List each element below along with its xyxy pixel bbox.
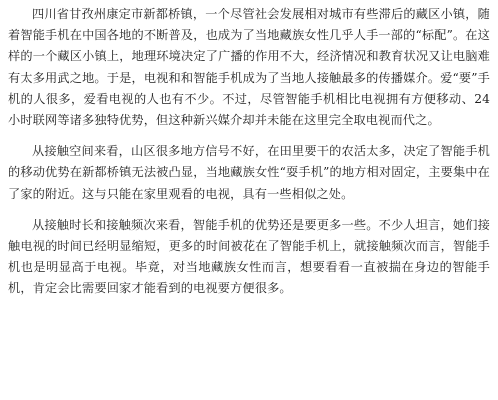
paragraph-1: 四川省甘孜州康定市新都桥镇，一个尽管社会发展相对城市有些滞后的藏区小镇，随着智能手机在中国各地的不断普及，也成为了当地藏族女性几乎人手一部的“标配”。在这样的一个藏区小镇上，地理环境决定了广播的作用不大，经济情况和教育状况又让电脑难有太多用武之地。于是，电视和和智能手机成为了当地人接触最多的传播媒介。爱“要”手机的人很多，爱看电视的人也有不少。不过，尽管智能手机相比电视拥有方便移动、24小时联网等诸多独特优势，但这种新兴媒介却并未能在这里完全取电视而代之。 xyxy=(8,7,490,128)
paragraph-3: 从接触时长和接触频次来看，智能手机的优势还是要更多一些。不少人坦言，她们接触电视的时间已经明显缩短，更多的时间被花在了智能手机上，就接触频次而言，智能手机也是明显高于电视。毕竟，对当地藏族女性而言，想要看看一直被揣在身边的智能手机，肯定会比需要回家才能看到的电视要方便很多。 xyxy=(8,217,490,296)
paragraph-2: 从接触空间来看，山区很多地方信号不好，在田里要干的农活太多，决定了智能手机的移动优势在新都桥镇无法被凸显，当地藏族女性“耍手机”的地方相对固定，主要集中在了家的附近。这与只能在家里观看的电视，具有一些相似之处。 xyxy=(8,144,490,201)
